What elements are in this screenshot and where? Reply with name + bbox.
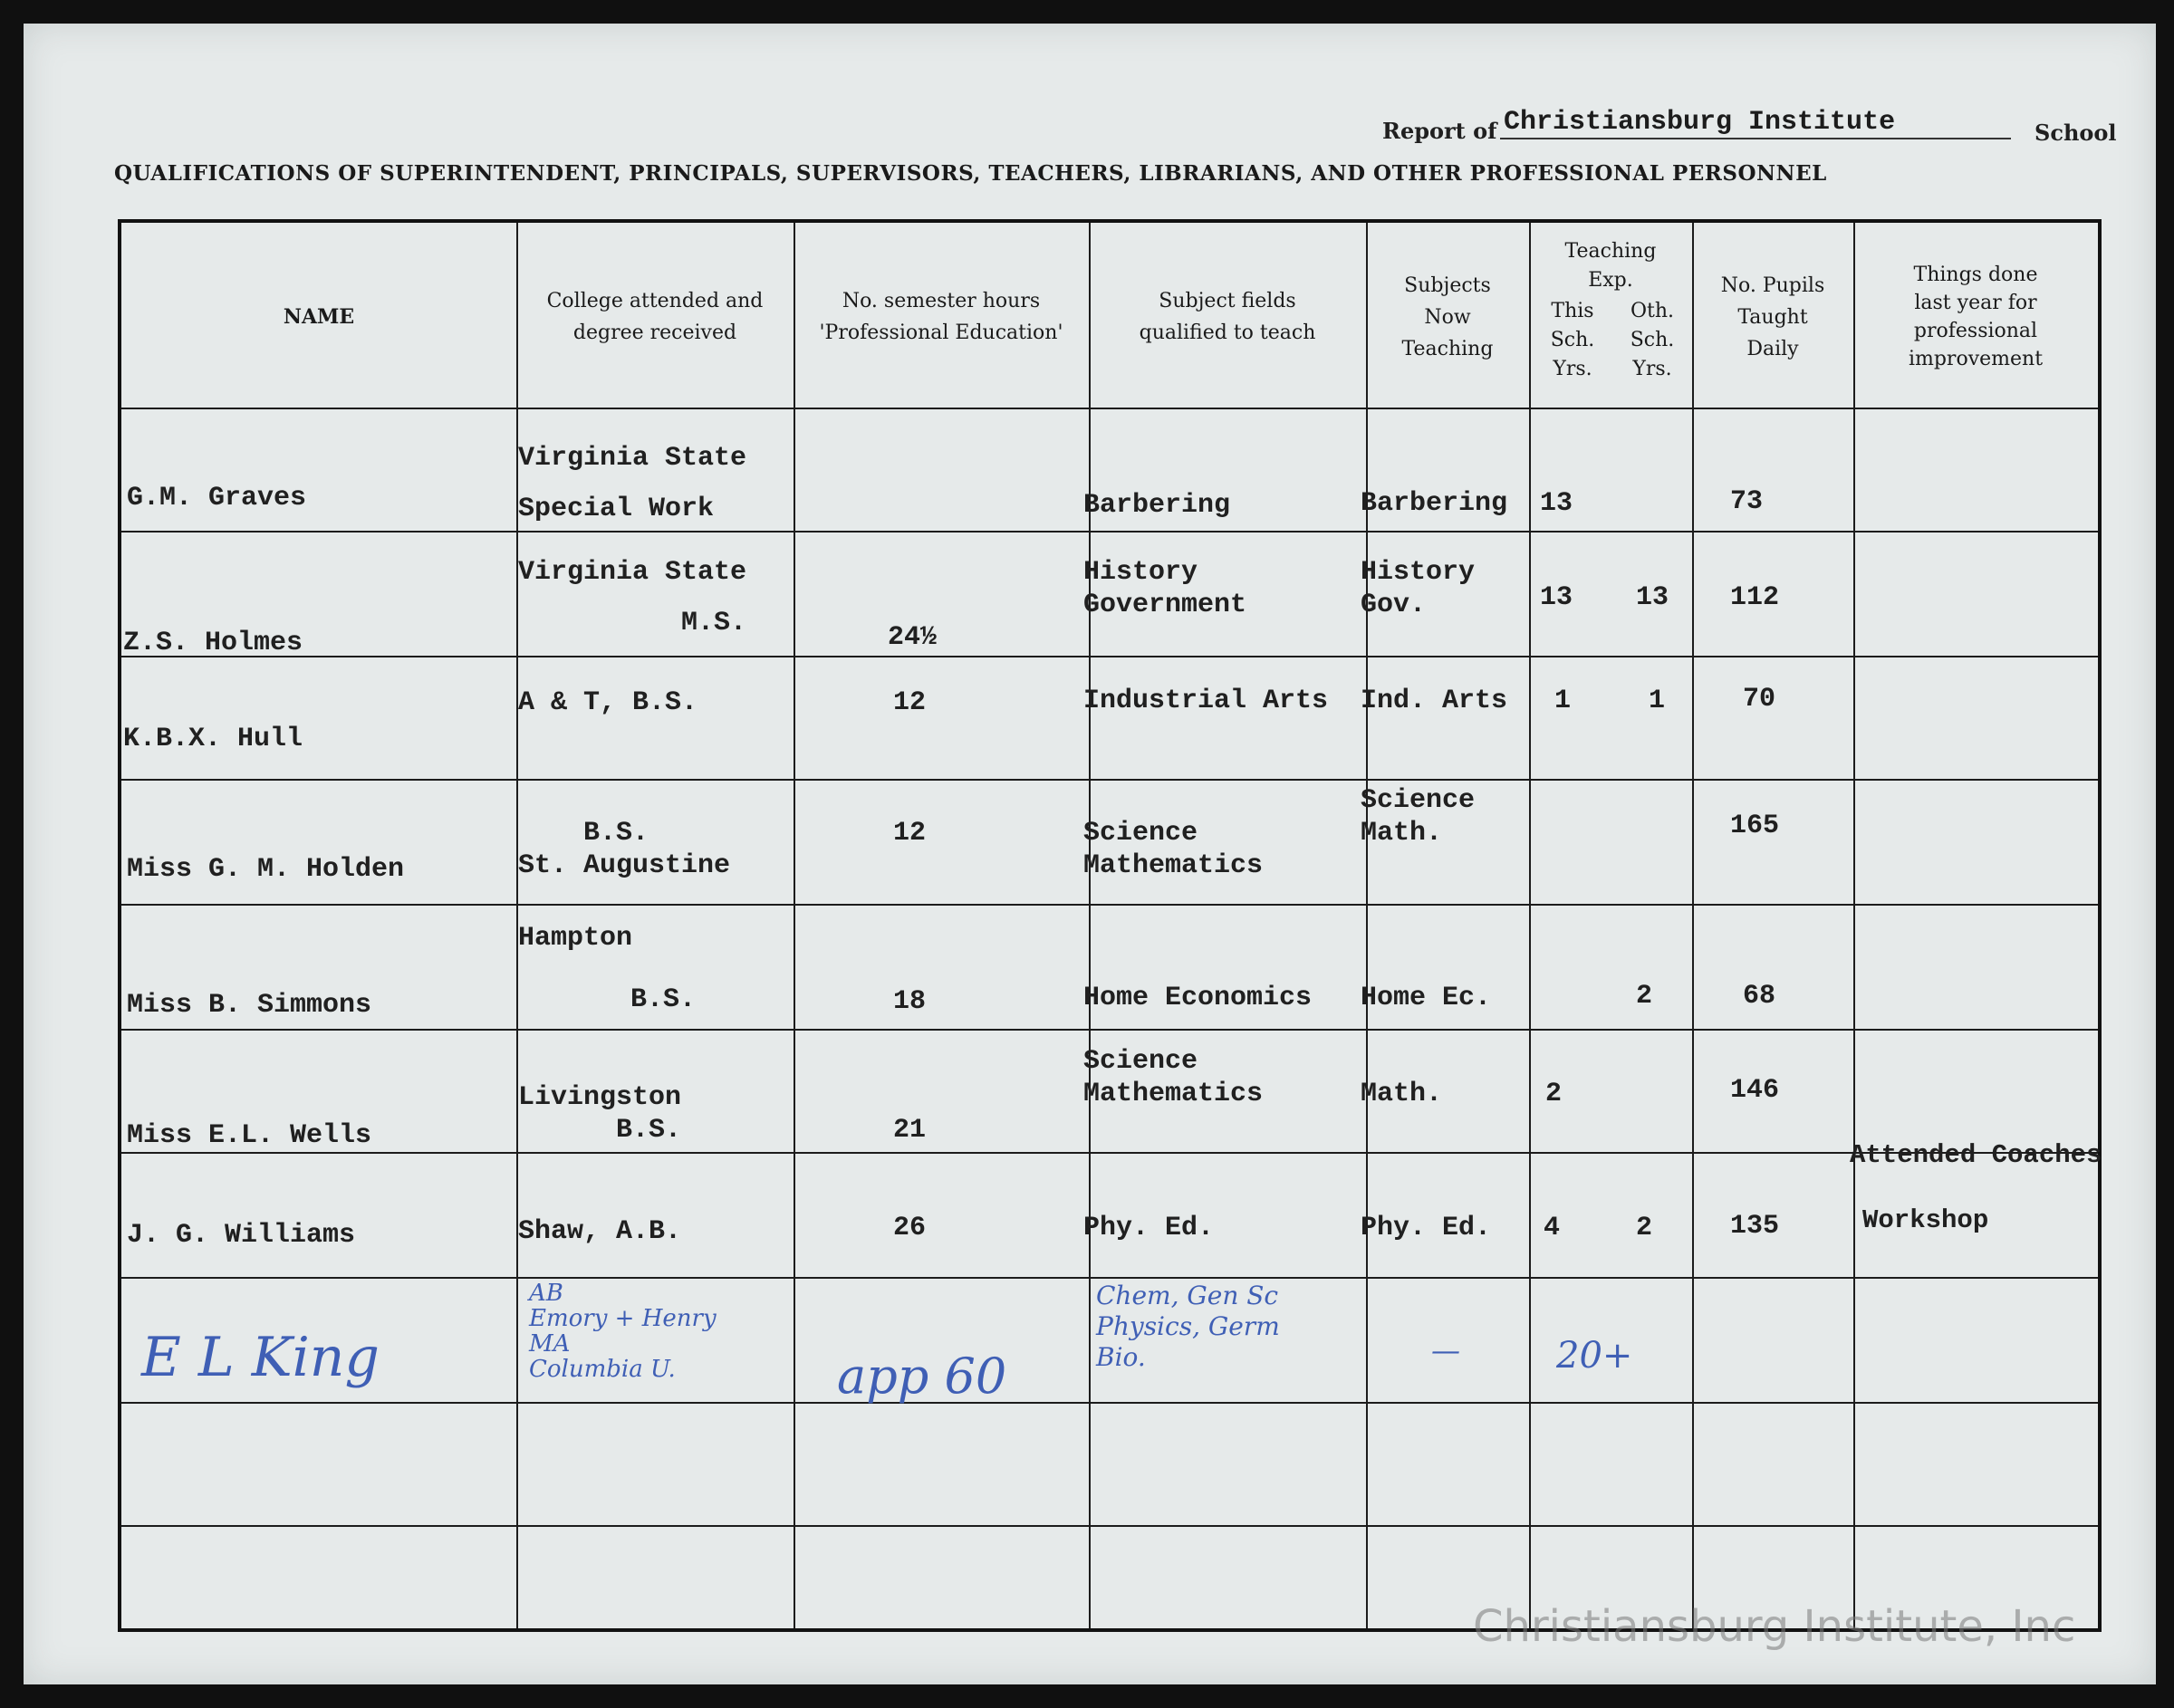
row4-pupils: 165: [1730, 811, 1780, 841]
report-of-label: Report of: [1382, 118, 1497, 144]
row1-this-yrs: 13: [1540, 488, 1573, 519]
row1-qualified: Barbering: [1083, 490, 1231, 521]
row7-pupils: 135: [1730, 1211, 1780, 1242]
row1-now: Barbering: [1361, 488, 1508, 519]
header-teaching-experience: Teaching Exp. This Sch. Yrs. Oth. Sch. Yrs.: [1529, 237, 1692, 409]
row4-name: Miss G. M. Holden: [127, 854, 405, 885]
row2-this-yrs: 13: [1540, 582, 1573, 613]
row3-qualified: Industrial Arts: [1083, 686, 1329, 716]
row7-college: Shaw, A.B.: [518, 1216, 682, 1247]
header-this-school-years: This Sch. Yrs.: [1550, 300, 1595, 380]
row3-pupils: 70: [1743, 684, 1776, 715]
row8-college-handwritten: AB Emory + Henry MA Columbia U.: [529, 1280, 717, 1383]
row8-name-handwritten: E L King: [141, 1326, 380, 1389]
school-name-field: Christiansburg Institute: [1500, 107, 2011, 139]
header-semester-hours: No. semester hours 'Professional Education': [819, 290, 1063, 344]
row3-oth-yrs: 1: [1649, 686, 1666, 716]
row3-this-yrs: 1: [1554, 686, 1572, 716]
row5-pupils: 68: [1743, 981, 1776, 1012]
row7-improvement: Attended Coaches Workshop: [1850, 1140, 2102, 1235]
row2-name: Z.S. Holmes: [123, 628, 303, 658]
header-college: College attended and degree received: [546, 290, 764, 344]
row3-hours: 12: [893, 687, 927, 718]
row2-college: Virginia State M.S.: [518, 557, 747, 638]
row2-now: History Gov.: [1361, 557, 1476, 620]
row8-this-yrs-handwritten: 20+: [1556, 1335, 1633, 1377]
row7-hours: 26: [893, 1213, 927, 1243]
row2-oth-yrs: 13: [1636, 582, 1669, 613]
row5-college: Hampton B.S.: [518, 923, 697, 1015]
row6-college: Livingston B.S.: [518, 1082, 682, 1146]
row7-now: Phy. Ed.: [1361, 1213, 1492, 1243]
document-page: [24, 24, 2156, 1684]
school-label: School: [2035, 120, 2117, 146]
row7-oth-yrs: 2: [1636, 1213, 1653, 1243]
header-professional-improvement: Things done last year for professional improvement: [1908, 264, 2044, 370]
watermark: Christiansburg Institute, Inc: [1473, 1601, 2076, 1652]
row3-college: A & T, B.S.: [518, 687, 698, 718]
row7-qualified: Phy. Ed.: [1083, 1213, 1215, 1243]
qualifications-table: [118, 219, 2102, 1632]
row6-hours: 21: [893, 1115, 927, 1146]
header-other-school-years: Oth. Sch. Yrs.: [1630, 300, 1675, 380]
row1-college: Virginia State Special Work: [518, 443, 747, 524]
row4-now: Science Math.: [1361, 785, 1476, 849]
row6-this-yrs: 2: [1545, 1079, 1563, 1109]
row6-now: Math.: [1361, 1079, 1443, 1109]
row3-now: Ind. Arts: [1361, 686, 1508, 716]
row8-hours-handwritten: app 60: [837, 1348, 1007, 1405]
header-subjects-qualified: Subject fields qualified to teach: [1139, 290, 1316, 344]
row2-hours: 24½: [888, 622, 938, 653]
row4-college: B.S. St. Augustine: [518, 818, 731, 881]
row7-this-yrs: 4: [1544, 1213, 1561, 1243]
row1-pupils: 73: [1730, 486, 1764, 517]
row6-qualified: Science Mathematics: [1083, 1046, 1264, 1109]
row5-name: Miss B. Simmons: [127, 990, 372, 1021]
row8-qualified-handwritten: Chem, Gen Sc Physics, Germ Bio.: [1096, 1281, 1280, 1372]
row4-hours: 12: [893, 818, 927, 849]
header-name: NAME: [283, 304, 355, 329]
report-of-line: [1382, 107, 2116, 152]
row2-pupils: 112: [1730, 582, 1780, 613]
row1-name: G.M. Graves: [127, 483, 307, 513]
row5-oth-yrs: 2: [1636, 981, 1653, 1012]
row3-name: K.B.X. Hull: [123, 724, 303, 754]
row5-hours: 18: [893, 986, 927, 1017]
row7-name: J. G. Williams: [127, 1220, 356, 1251]
row4-qualified: Science Mathematics: [1083, 818, 1264, 881]
row2-qualified: History Government: [1083, 557, 1247, 620]
header-pupils-daily: No. Pupils Taught Daily: [1720, 273, 1825, 360]
row8-now-handwritten: —: [1431, 1333, 1460, 1367]
row5-qualified: Home Economics: [1083, 983, 1313, 1013]
form-heading: QUALIFICATIONS OF SUPERINTENDENT, PRINCIPALS, SUPERVISORS, TEACHERS, LIBRARIANS, AND OTHER PROFESSIONAL PERSONNEL: [114, 161, 1827, 186]
row5-now: Home Ec.: [1361, 983, 1492, 1013]
row6-name: Miss E.L. Wells: [127, 1120, 372, 1151]
header-subjects-now: Subjects Now Teaching: [1401, 273, 1494, 360]
row6-pupils: 146: [1730, 1075, 1780, 1106]
